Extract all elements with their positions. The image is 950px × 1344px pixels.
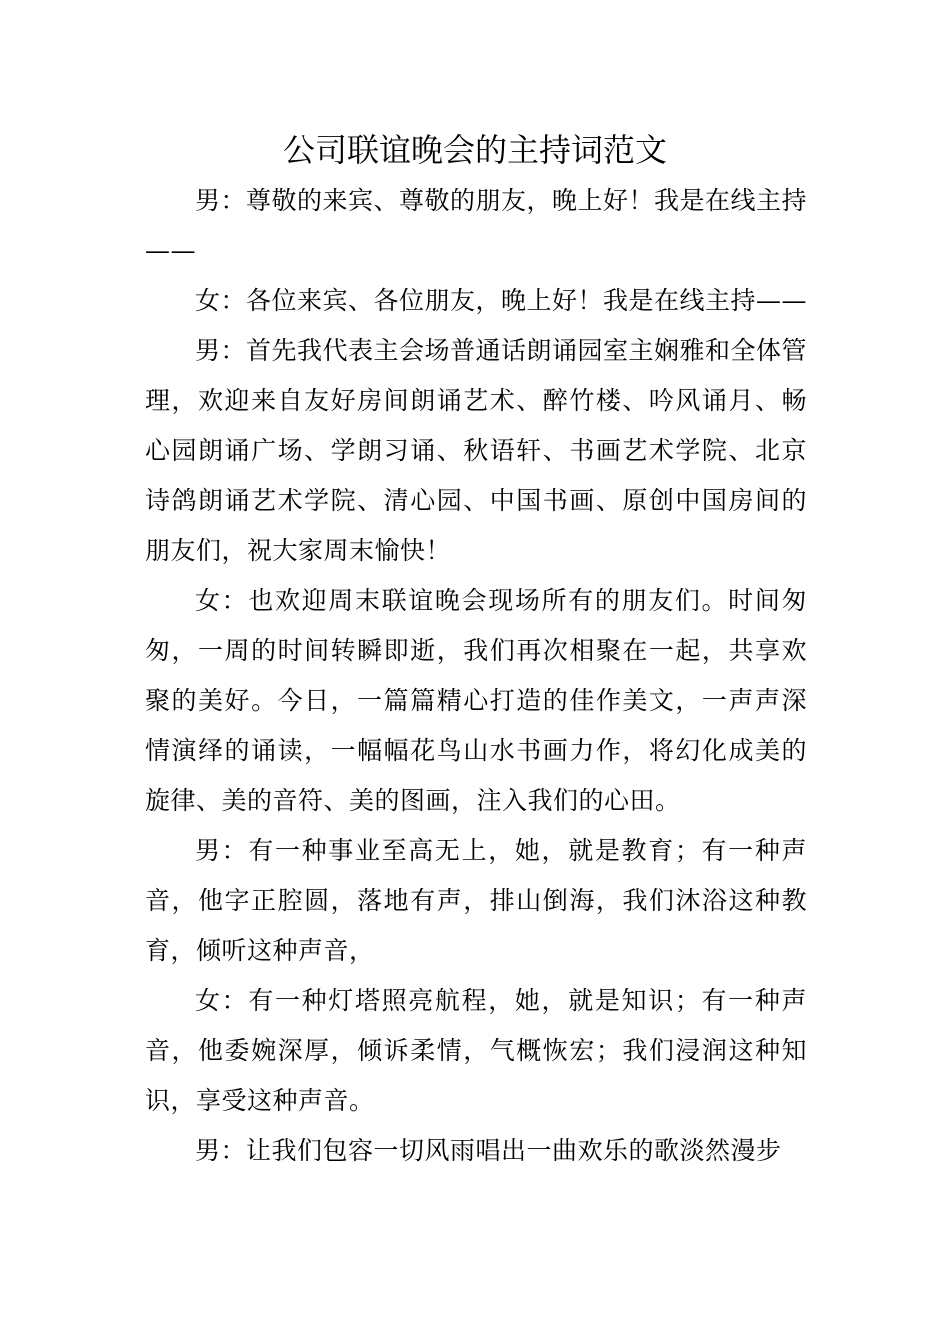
paragraph-7: 男：让我们包容一切风雨唱出一曲欢乐的歌淡然漫步: [195, 1136, 782, 1165]
paragraph-4: 女：也欢迎周末联谊晚会现场所有的朋友们。时间匆匆，一周的时间转瞬即逝，我们再次相聚在一起，共享欢聚的美好。今日，一篇篇精心打造的佳作美文，一声声深情演绎的诵读，一幅幅花鸟山水书画力作，将幻化成美的旋律、美的音符、美的图画，注入我们的心田。: [145, 586, 807, 815]
paragraph-2: 女：各位来宾、各位朋友，晚上好！我是在线主持——: [195, 286, 808, 315]
document-body: [145, 176, 807, 1176]
paragraph-5: 男：有一种事业至高无上，她，就是教育；有一种声音，他字正腔圆，落地有声，排山倒海，我们沐浴这种教育，倾听这种声音，: [145, 836, 807, 965]
paragraph-1: 男：尊敬的来宾、尊敬的朋友，晚上好！我是在线主持——: [145, 186, 808, 265]
paragraph-6: 女：有一种灯塔照亮航程，她，就是知识；有一种声音，他委婉深厚，倾诉柔情，气概恢宏；我们浸润这种知识，享受这种声音。: [145, 986, 807, 1115]
paragraph-3: 男：首先我代表主会场普通话朗诵园室主娴雅和全体管理，欢迎来自友好房间朗诵艺术、醉竹楼、吟风诵月、畅心园朗诵广场、学朗习诵、秋语轩、书画艺术学院、北京诗鸽朗诵艺术学院、清心园、中国书画、原创中国房间的朋友们，祝大家周末愉快！: [145, 336, 808, 565]
document-title: 公司联谊晚会的主持词范文: [282, 131, 667, 169]
